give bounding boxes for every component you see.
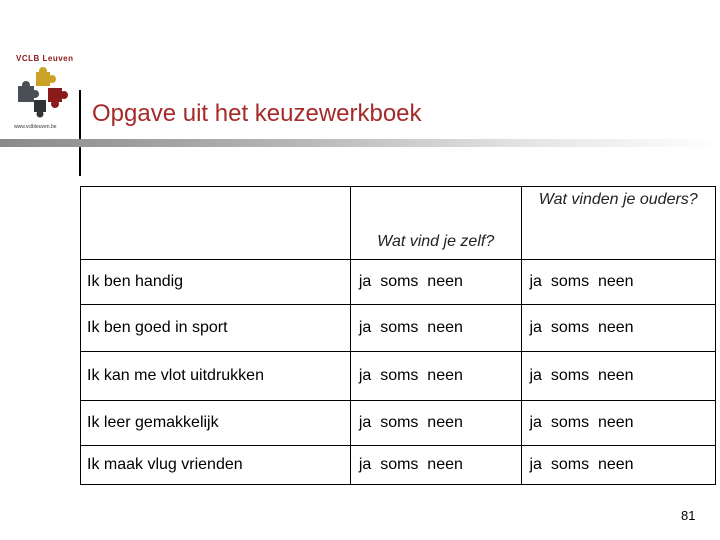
table-row	[81, 352, 716, 401]
header-parents: Wat vinden je ouders?	[521, 187, 716, 260]
puzzle-piece-gray	[18, 81, 39, 102]
table-header-row	[81, 187, 716, 260]
statement-cell: Ik maak vlug vrienden	[81, 446, 351, 485]
questionnaire-table	[80, 186, 716, 485]
statement-cell: Ik kan me vlot uitdrukken	[81, 352, 351, 401]
puzzle-logo-icon	[14, 66, 74, 122]
title-underline-bar	[0, 139, 720, 147]
table-row	[81, 305, 716, 352]
puzzle-piece-gold	[36, 67, 56, 86]
statement-cell: Ik ben goed in sport	[81, 305, 351, 352]
page-number: 81	[681, 508, 696, 523]
parents-options: ja soms neen	[521, 305, 716, 352]
header-self: Wat vind je zelf?	[350, 187, 521, 260]
table-row	[81, 401, 716, 446]
self-options: ja soms neen	[350, 260, 521, 305]
self-options: ja soms neen	[350, 446, 521, 485]
statement-cell: Ik leer gemakkelijk	[81, 401, 351, 446]
self-options: ja soms neen	[350, 305, 521, 352]
logo-url: www.vclbleuven.be	[14, 124, 57, 130]
parents-options: ja soms neen	[521, 446, 716, 485]
table-row	[81, 446, 716, 485]
page-title: Opgave uit het keuzewerkboek	[92, 100, 422, 127]
self-options: ja soms neen	[350, 401, 521, 446]
statement-cell: Ik ben handig	[81, 260, 351, 305]
parents-options: ja soms neen	[521, 352, 716, 401]
logo-name: VCLB Leuven	[16, 54, 74, 63]
puzzle-piece-red	[48, 88, 68, 108]
parents-options: ja soms neen	[521, 401, 716, 446]
self-options: ja soms neen	[350, 352, 521, 401]
title-divider-vertical	[79, 90, 81, 176]
table-row	[81, 260, 716, 305]
header-empty-cell	[81, 187, 351, 260]
puzzle-piece-dark	[34, 100, 46, 118]
parents-options: ja soms neen	[521, 260, 716, 305]
